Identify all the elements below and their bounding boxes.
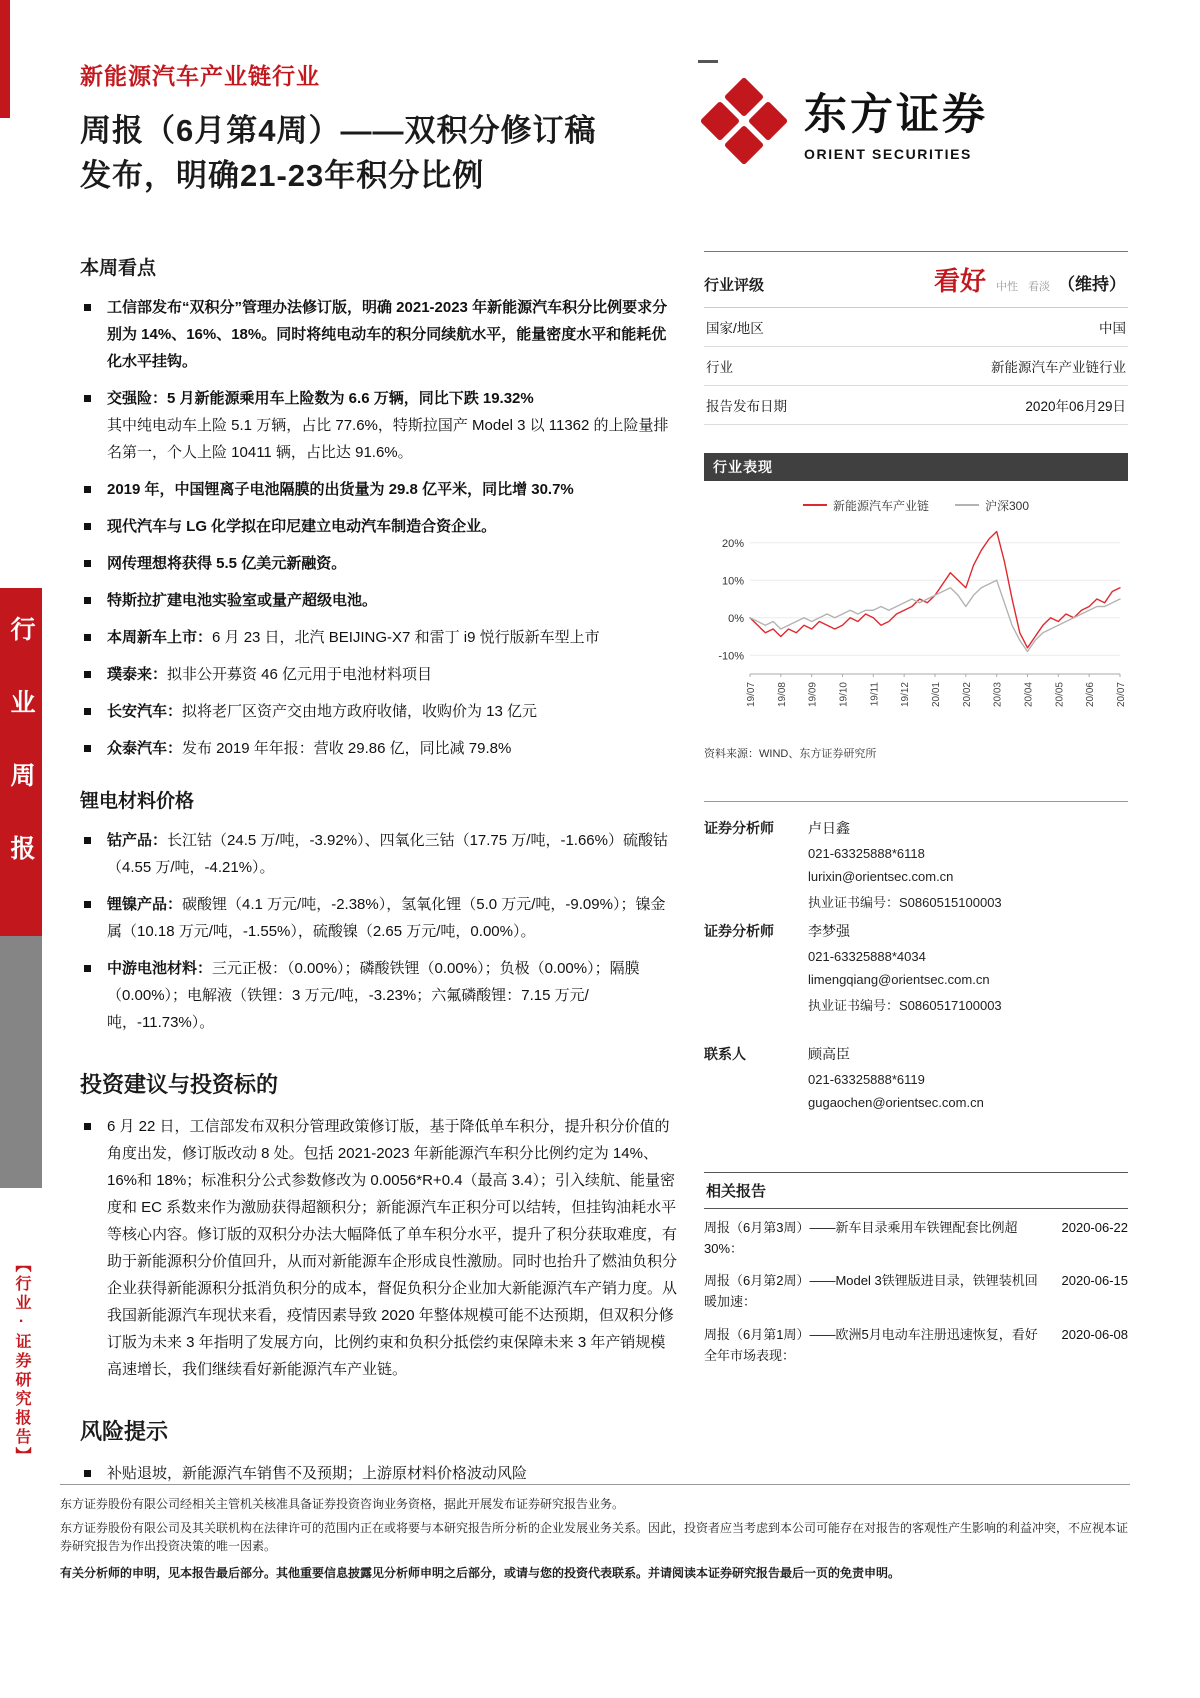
- bullet-text: [107, 891, 680, 945]
- bullet-marker: [84, 708, 91, 715]
- svg-text:0%: 0%: [728, 612, 744, 625]
- text-segment: 现代汽车与 LG 化学拟在印尼建立电动汽车制造合资企业。: [107, 517, 497, 535]
- text-segment: 拟非公开募资 46 亿元用于电池材料项目: [167, 665, 433, 683]
- related-report-title: 周报（6月第2周）——Model 3铁锂版进目录，铁锂装机回暖加速：: [704, 1273, 1038, 1310]
- related-report-item: [704, 1262, 1128, 1316]
- svg-text:19/09: 19/09: [807, 681, 819, 707]
- section-heading: 本周看点: [80, 257, 157, 279]
- analyst-contact-line: 执业证书编号：S0860517100003: [808, 997, 1002, 1013]
- text-segment: 交强险：5 月新能源乘用车上险数为 6.6 万辆，同比下跌 19.32%: [107, 389, 534, 407]
- logo-text-cn: 东方证券: [804, 90, 988, 139]
- orient-logo-icon: [698, 75, 790, 167]
- text-segment: 中游电池材料：: [107, 959, 213, 977]
- svg-text:19/08: 19/08: [776, 681, 788, 707]
- related-report-item: [704, 1316, 1128, 1370]
- footer-line: 有关分析师的申明，见本报告最后部分。其他重要信息披露见分析师申明之后部分，或请与您的投资代表联系。并请阅读本证券研究报告最后一页的免责申明。: [60, 1565, 901, 1580]
- main-column: [80, 251, 680, 1497]
- bullet-text: [107, 827, 680, 881]
- bullet-marker: [84, 745, 91, 752]
- industry-performance-header: 行业表现: [704, 453, 1128, 481]
- text-segment: 拟将老厂区资产交由地方政府收储，收购价为 13 亿元: [182, 702, 538, 720]
- related-report-title: 周报（6月第1周）——欧洲5月电动车注册迅速恢复，看好全年市场表现：: [704, 1327, 1038, 1363]
- meta-label: 国家/地区: [706, 320, 764, 336]
- footer-line: 东方证券股份有限公司经相关主管机关核准具备证券投资咨询业务资格，据此开展发布证券研究报告业务。: [60, 1497, 625, 1511]
- analyst-block: [704, 818, 1128, 911]
- meta-row: [704, 386, 1128, 425]
- rating-value: 看好: [933, 265, 986, 296]
- meta-table: [704, 308, 1128, 425]
- analyst-contact-line: gugaochen@orientsec.com.cn: [808, 1094, 984, 1110]
- text-segment: 碳酸锂（4.1 万元/吨，-2.38%），氢氧化锂（5.0 万元/吨，-9.09%）；镍金属（10.18 万元/吨，-1.55%），硫酸镍（2.65 万元/吨，0.00%）。: [107, 895, 666, 940]
- svg-text:19/11: 19/11: [869, 681, 881, 707]
- bullet-text: [107, 698, 537, 725]
- section-heading: 投资建议与投资标的: [80, 1071, 279, 1097]
- bullet-marker: [84, 523, 91, 530]
- text-segment: 网传理想将获得 5.5 亿美元新融资。: [107, 554, 347, 572]
- text-segment: 三元正极：（0.00%）；磷酸铁锂（0.00%）；负极（0.00%）；隔膜（0.00%）；电解液（铁锂：3 万元/吨，-3.23%；六氟磷酸锂：7.15 万元/吨，-11.73%）。: [107, 959, 640, 1031]
- bullet-marker: [84, 901, 91, 908]
- meta-row: [704, 347, 1128, 386]
- analyst-head: [704, 921, 1128, 941]
- vertical-label-report-type: 【行业·证券研究报告】: [13, 1256, 30, 1466]
- report-title-line1: 周报（6月第4周）——双积分修订稿: [80, 113, 597, 148]
- bullet-item: [84, 955, 680, 1036]
- bullet-text: [107, 1113, 680, 1383]
- svg-text:20/05: 20/05: [1054, 681, 1066, 707]
- text-segment: 钴产品：: [107, 831, 168, 849]
- vertical-banner-gray: [0, 936, 42, 1188]
- related-report-date: 2020-06-08: [1061, 1327, 1128, 1343]
- logo-text-en: ORIENT SECURITIES: [804, 145, 972, 162]
- text-segment: 长安汽车：: [107, 702, 183, 720]
- text-segment: 工信部发布“双积分”管理办法修订版，明确 2021-2023 年新能源汽车积分比例要求分别为 14%、16%、18%。同时将纯电动车的积分同续航水平，能量密度水平和能耗优化水平挂钩。: [107, 298, 668, 370]
- bullet-marker: [84, 837, 91, 844]
- performance-chart-svg: [704, 516, 1128, 728]
- text-segment: 6 月 23 日，北汽 BEIJING-X7 和雷丁 i9 悦行版新车型上市: [212, 628, 600, 646]
- legend-label-csi300: 沪深300: [984, 498, 1030, 513]
- rating-values: [934, 261, 1126, 298]
- team-section: [704, 801, 1128, 1110]
- legend-item-csi300: [955, 497, 1029, 514]
- rating-label: 行业评级: [704, 276, 765, 294]
- analyst-head: [704, 1044, 1128, 1064]
- bullet-item: [84, 294, 680, 375]
- bullet-item: [84, 513, 680, 540]
- text-segment: 璞泰来：: [107, 665, 168, 683]
- bullet-text: [107, 476, 574, 503]
- bullet-item: [84, 385, 680, 466]
- legend-line-red: [803, 504, 827, 506]
- text-segment: 锂镍产品：: [107, 895, 183, 913]
- meta-row: [704, 308, 1128, 347]
- svg-text:20/02: 20/02: [961, 681, 973, 707]
- report-title-line2: 发布，明确21-23年积分比例: [80, 157, 485, 193]
- bullet-marker: [84, 486, 91, 493]
- svg-text:10%: 10%: [721, 575, 744, 588]
- bullet-text: [107, 1460, 527, 1487]
- analyst-contact-line: 021-63325888*4034: [808, 948, 926, 964]
- text-segment: 本周新车上市：: [107, 628, 213, 646]
- data-source-note: 资料来源：WIND、东方证券研究所: [704, 747, 877, 760]
- analyst-contact-line: 021-63325888*6118: [808, 845, 925, 861]
- related-report-title: 周报（6月第3周）——新车目录乘用车铁锂配套比例超30%：: [704, 1219, 1018, 1256]
- bullet-marker: [84, 597, 91, 604]
- footer-line: 东方证券股份有限公司及其关联机构在法律许可的范围内正在或将要与本研究报告所分析的企业发展业务关系。因此，投资者应当考虑到本公司可能存在对报告的客观性产生影响的利益冲突，不应视本证券研究报告为作出投资决策的唯一因素。: [60, 1520, 1129, 1554]
- related-report-date: 2020-06-15: [1061, 1273, 1128, 1289]
- meta-value: 2020年06月29日: [1025, 398, 1126, 414]
- svg-text:20/01: 20/01: [931, 681, 942, 707]
- bullet-item: [84, 735, 680, 762]
- bullet-item: [84, 1113, 680, 1383]
- rating-maintained: （维持）: [1058, 274, 1126, 294]
- related-reports-heading: 相关报告: [704, 1172, 1128, 1209]
- analyst-block: [704, 1044, 1128, 1110]
- bullet-item: [84, 624, 680, 651]
- vertical-banner-industry-weekly: [0, 588, 42, 936]
- svg-text:-10%: -10%: [718, 650, 744, 663]
- svg-text:20/06: 20/06: [1085, 681, 1097, 707]
- bullet-text: [107, 294, 680, 375]
- bullet-text: [107, 513, 496, 540]
- text-segment: 2019 年，中国锂离子电池隔膜的出货量为 29.8 亿平米，同比增 30.7%: [107, 480, 574, 498]
- related-report-date: 2020-06-22: [1061, 1219, 1128, 1235]
- performance-chart-container: [704, 516, 1128, 733]
- text-segment: 特斯拉扩建电池实验室或量产超级电池。: [107, 591, 378, 609]
- meta-label: 行业: [706, 359, 733, 375]
- right-sidebar: [704, 251, 1128, 1497]
- bullet-marker: [84, 1123, 91, 1130]
- industry-rating-row: [704, 251, 1128, 308]
- analyst-contact-line: 执业证书编号：S0860515100003: [808, 894, 1002, 910]
- industry-category: 新能源汽车产业链行业: [80, 63, 320, 89]
- svg-text:19/12: 19/12: [900, 681, 912, 707]
- bullet-item: [84, 891, 680, 945]
- related-report-item: [704, 1209, 1128, 1263]
- bullet-item: [84, 661, 680, 688]
- footer-text: [60, 1495, 1130, 1582]
- bullet-marker: [84, 304, 91, 311]
- bullet-item: [84, 587, 680, 614]
- related-list: [704, 1209, 1128, 1370]
- analyst-contact-line: limengqiang@orientsec.com.cn: [808, 971, 990, 987]
- bullet-text: [107, 587, 377, 614]
- analyst-name: 卢日鑫: [808, 819, 850, 836]
- logo-top-dash: [698, 60, 718, 63]
- related-reports: [704, 1172, 1128, 1370]
- bullet-marker: [84, 1470, 91, 1477]
- analyst-role-label: 证券分析师: [704, 819, 774, 836]
- bullet-text: [107, 735, 511, 762]
- analyst-contact-line: lurixin@orientsec.com.cn: [808, 868, 954, 884]
- vertical-banner-label: 行业周报: [7, 616, 35, 908]
- bullet-marker: [84, 634, 91, 641]
- analyst-name: 顾高臣: [808, 1045, 850, 1062]
- svg-text:20%: 20%: [721, 537, 744, 550]
- svg-text:19/10: 19/10: [838, 681, 850, 707]
- text-segment: 发布 2019 年年报：营收 29.86 亿，同比减 79.8%: [182, 739, 512, 757]
- analyst-head: [704, 818, 1128, 838]
- legend-line-gray: [955, 504, 979, 506]
- logo-wordmark: [804, 81, 988, 162]
- two-column-body: [80, 251, 1128, 1497]
- text-segment: 长江钴（24.5 万/吨，-3.92%）、四氧化三钴（17.75 万/吨，-1.66%）硫酸钴（4.55 万/吨，-4.21%）。: [107, 831, 668, 876]
- orient-securities-logo: [698, 58, 1128, 167]
- svg-text:19/07: 19/07: [746, 681, 757, 707]
- bullet-marker: [84, 671, 91, 678]
- analyst-role-label: 联系人: [704, 1045, 746, 1062]
- bullet-marker: [84, 560, 91, 567]
- bullet-item: [84, 550, 680, 577]
- text-segment: 众泰汽车：: [107, 739, 183, 757]
- disclaimer-footer: [60, 1484, 1130, 1587]
- analyst-role-label: 证券分析师: [704, 922, 774, 939]
- bullet-text: [107, 661, 432, 688]
- text-segment: 其中纯电动车上险 5.1 万辆，占比 77.6%，特斯拉国产 Model 3 以 11362 的上险量排名第一，个人上险 10411 辆，占比达 91.6%。: [107, 416, 669, 461]
- text-segment: 补贴退坡，新能源汽车销售不及预期；上游原材料价格波动风险: [107, 1464, 528, 1482]
- svg-text:20/04: 20/04: [1023, 681, 1035, 707]
- corner-accent-bar: [0, 0, 10, 118]
- bullet-text: [107, 955, 680, 1036]
- section-heading: 锂电材料价格: [80, 790, 195, 812]
- section-heading: 风险提示: [80, 1418, 169, 1444]
- document-header: [80, 58, 1128, 199]
- bullet-text: [107, 385, 680, 466]
- bullet-item: [84, 698, 680, 725]
- analyst-block: [704, 921, 1128, 1014]
- bullet-item: [84, 476, 680, 503]
- meta-label: 报告发布日期: [706, 398, 787, 414]
- rating-option-neutral: 中性: [996, 280, 1018, 293]
- bullet-text: [107, 550, 346, 577]
- legend-item-nev: [803, 497, 929, 514]
- report-title: [80, 109, 596, 199]
- analyst-contact-line: 021-63325888*6119: [808, 1071, 925, 1087]
- bullet-marker: [84, 965, 91, 972]
- svg-text:20/03: 20/03: [992, 681, 1004, 707]
- rating-option-negative: 看淡: [1028, 280, 1050, 293]
- chart-legend: [704, 497, 1128, 514]
- legend-label-nev: 新能源汽车产业链: [832, 498, 929, 513]
- text-segment: 6 月 22 日，工信部发布双积分管理政策修订版，基于降低单车积分，提升积分价值的角度出发，修订版改动 8 处。包括 2021-2023 年新能源汽车积分比例约定为 14%、16%和 18%；标准积分公式参数修改为 0.0056*R+0.4（最高 3.4）；引入续航、能量密度和 EC 系数来作为激励获得超额积分；新能源汽车正积分可以结转，但挂钩油耗水平等核心内容。修订版的双积分办法大幅降低了单车积分水平，提升了积分获取难度，有助于新能源积分价值回升，从而对新能源车企形成良性激励。同时也抬升了燃油负积分企业获得新能源积分抵消负积分的成本，督促负积分企业加大新能源汽车产销力度。从我国新能源汽车现状来看，疫情因素导致 2020 年整体规模可能不达预期，但双积分修订版为未来 3 年指明了发展方向，比例约束和负积分抵偿约束保障未来 3 年产销规模高速增长，我们继续看好新能源汽车产业链。: [107, 1117, 678, 1378]
- svg-text:20/07: 20/07: [1116, 681, 1127, 707]
- bullet-text: [107, 624, 600, 651]
- bullet-item: [84, 827, 680, 881]
- analyst-name: 李梦强: [808, 922, 850, 939]
- meta-value: 新能源汽车产业链行业: [991, 359, 1126, 375]
- bullet-marker: [84, 395, 91, 402]
- content-area: [80, 58, 1128, 1497]
- meta-value: 中国: [1099, 320, 1126, 336]
- bullet-item: [84, 1460, 680, 1487]
- title-block: [80, 58, 596, 199]
